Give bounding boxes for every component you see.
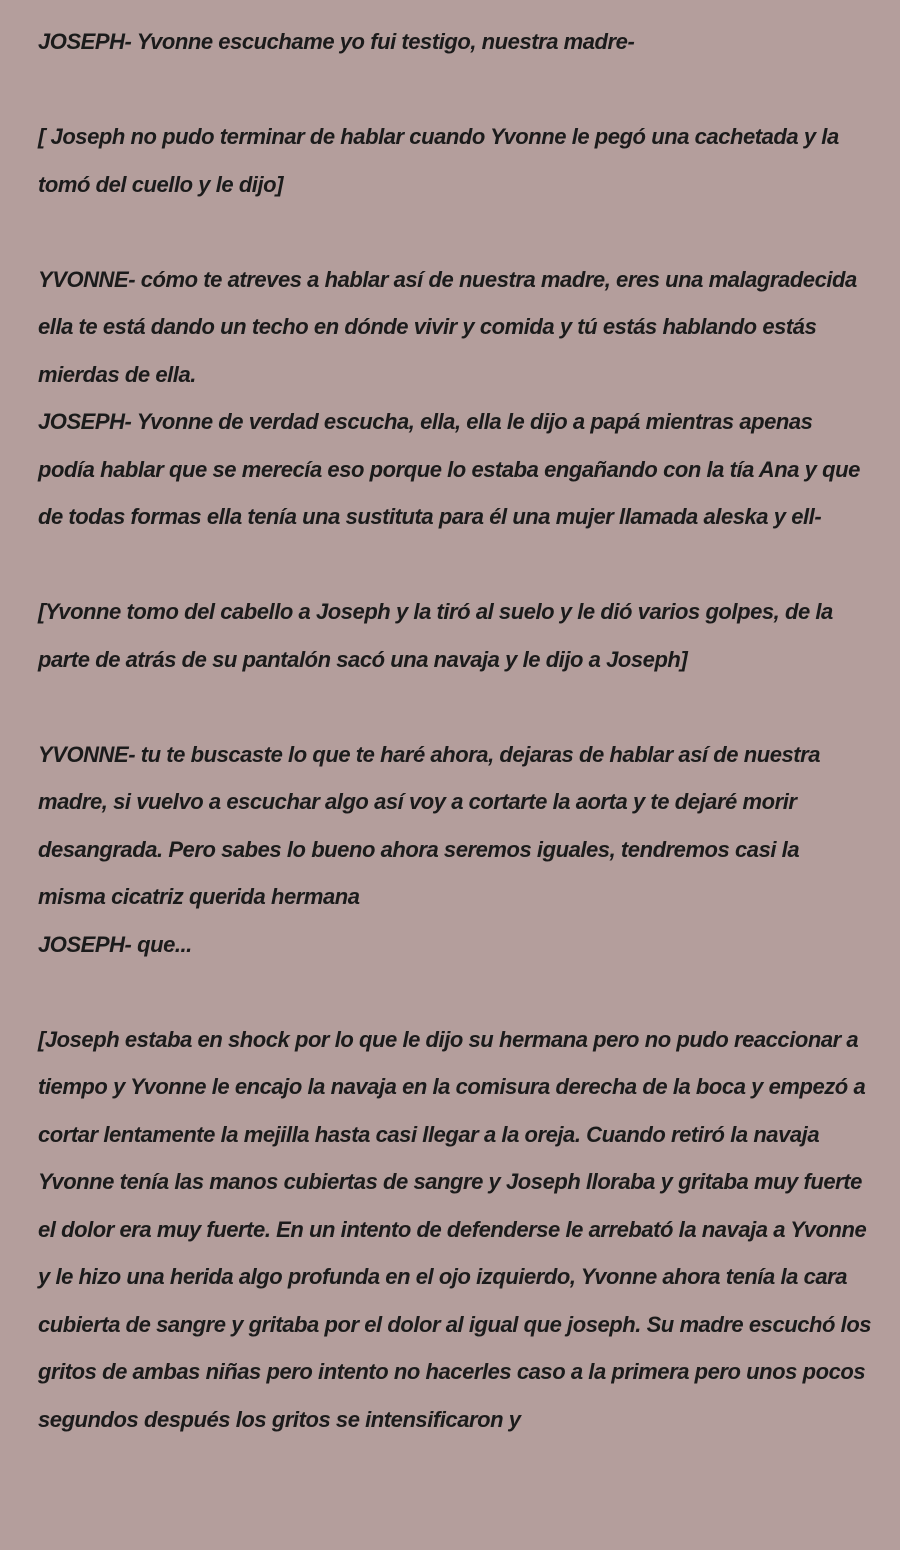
paragraph-gap	[38, 66, 872, 114]
paragraph-gap	[38, 208, 872, 256]
dialogue-yvonne-2: YVONNE- tu te buscaste lo que te haré ahora, dejaras de hablar así de nuestra madre, si vuelvo a escuchar algo así voy a cortarte la aorta y te dejaré morir desangrada. Pero sabes lo bueno ahora seremos iguales, tendremos casi la misma cicatriz querida hermana	[38, 741, 821, 909]
dialogue-joseph-3: JOSEPH- que...	[38, 931, 192, 957]
dialogue-joseph-1: JOSEPH- Yvonne escuchame yo fui testigo, nuestra madre-	[38, 29, 635, 54]
dialogue-joseph-2: JOSEPH- Yvonne de verdad escucha, ella, ella le dijo a papá mientras apenas podía hablar que se merecía eso porque lo estaba engañando con la tía Ana y que de todas formas ella tenía una sustituta para él una mujer llamada aleska y ell-	[38, 409, 860, 529]
paragraph-gap	[38, 541, 872, 589]
paragraph-gap	[38, 683, 872, 731]
story-text	[38, 18, 872, 1443]
stage-direction-3: [Joseph estaba en shock por lo que le dijo su hermana pero no pudo reaccionar a tiempo y Yvonne le encajo la navaja en la comisura derecha de la boca y empezó a cortar lentamente la mejilla hasta casi llegar a la oreja. Cuando retiró la navaja Yvonne tenía las manos cubiertas de sangre y Joseph lloraba y gritaba muy fuerte el dolor era muy fuerte. En un intento de defenderse le arrebató la navaja a Yvonne y le hizo una herida algo profunda en el ojo izquierdo, Yvonne ahora tenía la cara cubierta de sangre y gritaba por el dolor al igual que joseph. Su madre escuchó los gritos de ambas niñas pero intento no hacerles caso a la primera pero unos pocos segundos después los gritos se intensificaron y	[38, 1026, 872, 1432]
dialogue-yvonne-1: YVONNE- cómo te atreves a hablar así de nuestra madre, eres una malagradecida ella te está dando un techo en dónde vivir y comida y tú estás hablando estás mierdas de ella.	[38, 266, 857, 387]
stage-direction-1: [ Joseph no pudo terminar de hablar cuando Yvonne le pegó una cachetada y la tomó del cuello y le dijo]	[38, 124, 839, 197]
paragraph-gap	[38, 968, 872, 1016]
stage-direction-2: [Yvonne tomo del cabello a Joseph y la tiró al suelo y le dió varios golpes, de la parte de atrás de su pantalón sacó una navaja y le dijo a Joseph]	[38, 599, 833, 672]
